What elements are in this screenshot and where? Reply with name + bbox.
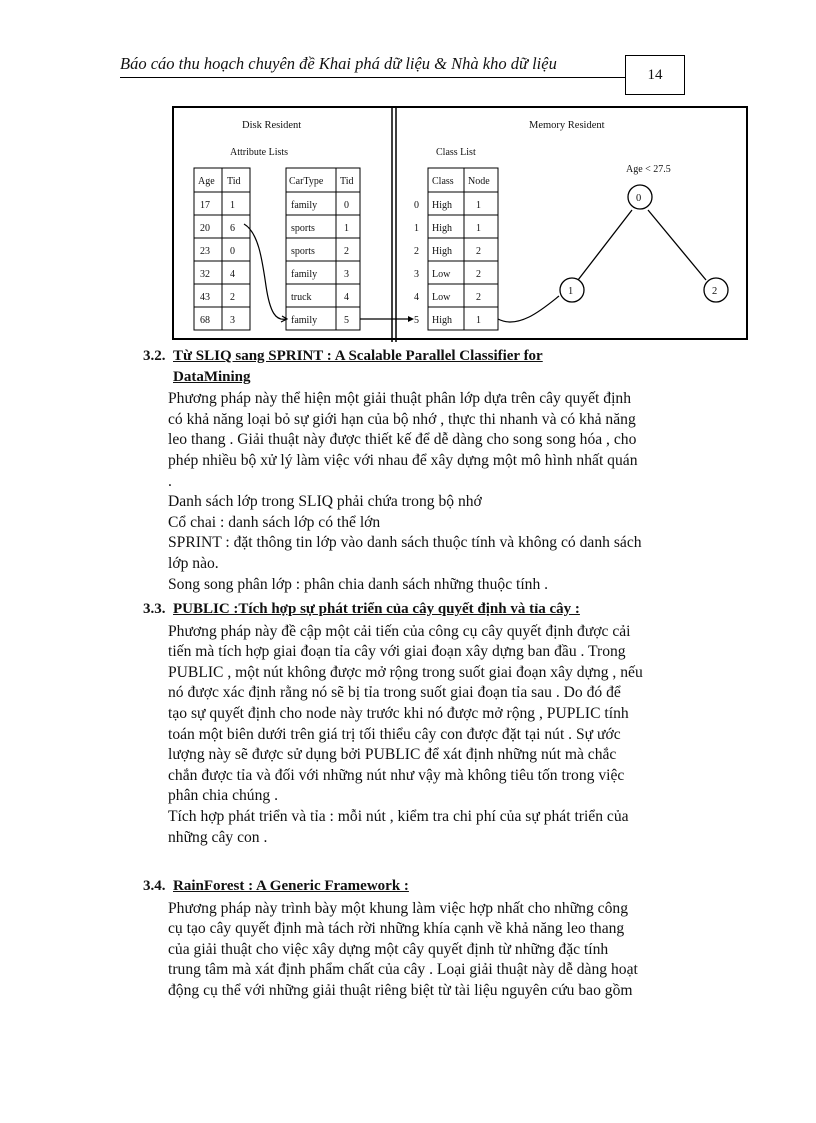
age-cell: 23 [200,246,210,257]
section-title: RainForest : A Generic Framework : [173,878,409,894]
node-header: Node [468,176,490,187]
header-rule [120,77,625,78]
paragraph-line: lượng này sẽ được sử dụng bởi PUBLIC để xát định những nút mà chắc [168,746,617,764]
cartype-tid-cell: 4 [344,292,349,303]
cartype-table [286,168,360,330]
cartype-cell: truck [291,292,312,303]
paragraph-line: Song song phân lớp : phân chia danh sách những thuộc tính . [168,575,549,593]
age-tid-cell: 6 [230,223,235,234]
tree-edge-right [648,210,706,280]
age-cell: 68 [200,315,210,326]
class-cell: Low [432,269,451,280]
cartype-cell: family [291,315,318,326]
section-number: 3.3. [143,601,166,617]
tree-node-0-label: 0 [636,193,642,204]
paragraph-line: phân chia chúng . [168,787,278,805]
age-tid-cell: 2 [230,292,235,303]
paragraph-line: Phương pháp này trình bày một khung làm việc hợp nhất cho những công [168,899,628,917]
paragraph-line: toán một biên dưới trên giá trị tối thiểu cây con được đặt tại nút . Sự ước [168,725,621,743]
tree-node-2-label: 2 [712,286,718,297]
paragraph-line: tiến mà tích hợp giai đoạn tỉa cây với giai đoạn xây dựng ban đầu . Trong [168,643,626,661]
node-cell: 2 [476,292,481,303]
figure-diagram [174,108,750,342]
paragraph-line: nó được xác định rằng nó sẽ bị tỉa trong suốt giai đoạn tỉa sau . Do đó để [168,684,621,702]
paragraph-line: tạo sự quyết định cho node này trước khi nó được mở rộng , PUPLIC tính [168,705,629,722]
document-header-title: Báo cáo thu hoạch chuyên đề Khai phá dữ liệu & Nhà kho dữ liệu [120,54,557,73]
page-number: 14 [625,55,685,95]
age-cell: 32 [200,269,210,280]
section-title: Từ SLIQ sang SPRINT : A Scalable Parallel Classifier for [173,348,543,364]
age-table [194,168,250,330]
paragraph-line: phép nhiều bộ xử lý làm việc với nhau để xây dựng một mô hình nhất quán [168,452,638,469]
age-tid-cell: 1 [230,200,235,211]
class-cell: High [432,223,452,234]
age-tid-cell: 3 [230,315,235,326]
section-number: 3.2. [143,348,166,364]
class-cell: Low [432,292,451,303]
cartype-tid-cell: 5 [344,315,349,326]
node-cell: 1 [476,223,481,234]
node-cell: 1 [476,315,481,326]
age-header: Age [198,176,215,187]
class-index: 5 [414,315,419,326]
paragraph-line: động cụ thể với những giải thuật riêng biệt từ tài liệu nguyên cứu bao gồm [168,982,633,999]
cartype-cell: family [291,200,318,211]
age-cell: 20 [200,223,210,234]
node-cell: 2 [476,246,481,257]
class-header: Class [432,176,454,187]
node-link-arrow [498,296,559,322]
cartype-tid-cell: 0 [344,200,349,211]
node-cell: 2 [476,269,481,280]
class-cell: High [432,200,452,211]
cartype-header: CarType [289,176,324,187]
class-index: 0 [414,200,419,211]
paragraph-line: SPRINT : đặt thông tin lớp vào danh sách thuộc tính và không có danh sách [168,534,642,552]
class-index: 3 [414,269,419,280]
paragraph-line: Phương pháp này thể hiện một giải thuật phân lớp dựa trên cây quyết định [168,390,631,408]
paragraph-line: cụ tạo cây quyết định mà tách rời những khía cạnh về khả năng leo thang [168,920,625,938]
age-tid-cell: 0 [230,246,235,257]
cartype-tid-cell: 3 [344,269,349,280]
section-title: PUBLIC :Tích hợp sự phát triển của cây quyết định và tỉa cây : [173,601,580,617]
cartype-tid-cell: 2 [344,246,349,257]
class-cell: High [432,315,452,326]
paragraph-line: có khả năng loại bỏ sự giới hạn của bộ nhớ , thực thi nhanh và có khả năng [168,410,636,428]
tree-edge-left [578,210,632,280]
memory-resident-title: Memory Resident [529,120,605,131]
paragraph-line: lớp nào. [168,555,219,572]
attribute-lists-label: Attribute Lists [230,147,289,158]
cartype-tid-header: Tid [340,176,354,187]
age-tid-cell: 4 [230,269,235,280]
class-list-label: Class List [436,147,476,158]
class-cell: High [432,246,452,257]
age-cell: 43 [200,292,210,303]
class-index: 4 [414,292,419,303]
section-number: 3.4. [143,878,166,894]
paragraph-line: những cây con . [168,828,268,846]
paragraph-line: leo thang . Giải thuật này được thiết kế để dễ dàng cho song song hóa , cho [168,431,637,449]
paragraph-line: của giải thuật cho việc xây dựng một cây quyết định từ những đặc tính [168,940,609,958]
tree-node-1-label: 1 [568,286,574,297]
paragraph-line: Tích hợp phát triển và tỉa : mỗi nút , kiểm tra chi phí của sự phát triển của [168,808,629,825]
paragraph-line: PUBLIC , một nút không được mở rộng trong suốt giai đoạn xây dựng , nếu [168,663,643,681]
tid-header: Tid [227,176,241,187]
paragraph-line: Phương pháp này đề cập một cải tiến của công cụ cây quyết định được cải [168,622,631,640]
sliq-data-structures-figure [172,106,748,340]
cartype-cell: sports [291,246,315,257]
tree-split-label: Age < 27.5 [626,164,671,175]
section-title: DataMining [173,368,251,385]
age-cell: 17 [200,200,210,211]
paragraph-line: Danh sách lớp trong SLIQ phải chứa trong bộ nhớ [168,493,482,511]
class-index: 1 [414,223,419,234]
paragraph-line: . [168,472,172,490]
cartype-cell: family [291,269,318,280]
disk-resident-title: Disk Resident [242,120,302,131]
cartype-tid-cell: 1 [344,223,349,234]
paragraph-line: Cổ chai : danh sách lớp có thể lớn [168,513,381,531]
cartype-cell: sports [291,223,315,234]
paragraph-line: trung tâm mà xát định phẩm chất của cây . Loại giải thuật này dễ dàng hoạt [168,961,638,979]
node-cell: 1 [476,200,481,211]
paragraph-line: chắn được tỉa và đối với những nút như vậy mà không tiêu tốn trong việc [168,766,625,784]
class-index: 2 [414,246,419,257]
class-table [414,168,498,330]
